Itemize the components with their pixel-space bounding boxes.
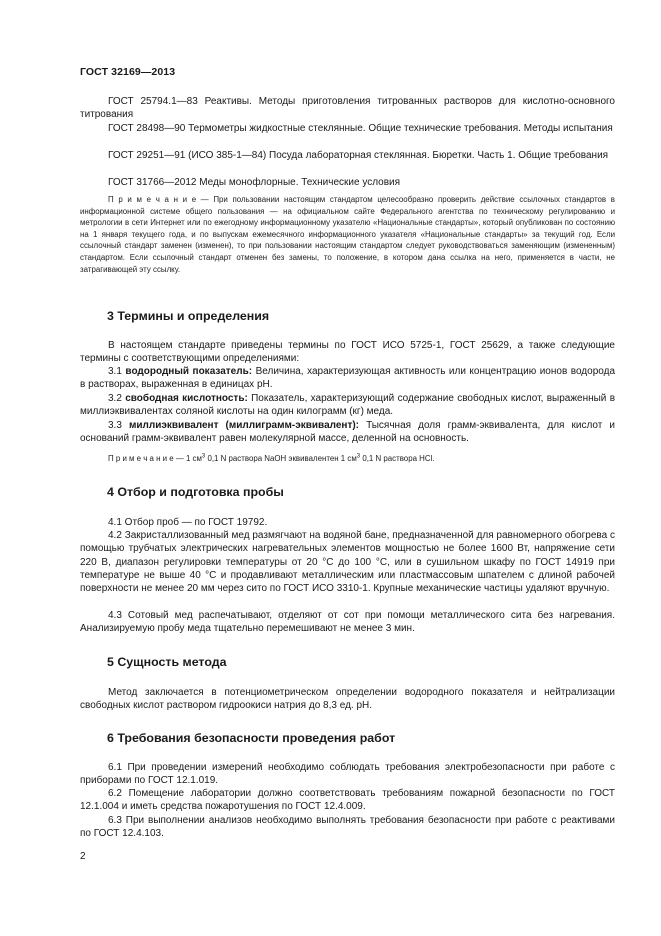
term-name: миллиэквивалент (миллиграмм-эквивалент): [128, 420, 360, 431]
section-4-heading: 4 Отбор и подготовка пробы [107, 485, 284, 499]
paragraph-6-3: 6.3 При выполнении анализов необходимо выполнять требования безопасности при работе с реактивами по ГОСТ 12.4.103. [80, 815, 615, 840]
paragraph-6-2: 6.2 Помещение лаборатории должно соответствовать требованиям пожарной безопасности по ГОСТ 12.1.004 и иметь средства пожаротушения по ГОСТ 12.4.009. [80, 788, 615, 813]
term-name: водородный показатель: [125, 366, 253, 377]
section-5-heading: 5 Сущность метода [107, 655, 227, 669]
paragraph-5: Метод заключается в потенциометрическом определении водородного показателя и нейтрализации свободных кислот раствором гидроокиси натрия до 8,3 ед. pH. [80, 687, 615, 712]
reference-item: ГОСТ 28498—90 Термометры жидкостные стеклянные. Общие технические требования. Методы испытания [108, 123, 613, 134]
note-terms: П р и м е ч а н и е — 1 $см^3$ 0,1 N раствора NaOH эквивалентен 1 $см^3$ 0,1 N раствора HCl. [108, 453, 435, 463]
section-3-heading: 3 Термины и определения [107, 309, 270, 323]
term-name: свободная кислотность: [125, 393, 248, 404]
note-references [80, 194, 615, 275]
reference-item: ГОСТ 31766—2012 Меды монофлорные. Технические условия [108, 177, 401, 188]
paragraph-6-1: 6.1 При проведении измерений необходимо соблюдать требования электробезопасности при работе с приборами по ГОСТ 12.1.019. [80, 762, 615, 787]
term-definition: Тысячная доля грамм-эквивалента, для кислот и оснований грамм-эквивалент равен молекулярной массе, деленной на основность. [80, 420, 615, 445]
term-3-1: 3.1 водородный показатель: Величина, характеризующая активность или концентрацию ионов водорода в растворах, выраженная в единицах pH. [80, 366, 616, 391]
section-3-intro: В настоящем стандарте приведены термины по ГОСТ ИСО 5725-1, ГОСТ 25629, а также следующие термины с соответствующими определениями: [80, 340, 615, 365]
term-3-3: 3.3 миллиэквивалент (миллиграмм-эквивалент): Тысячная доля грамм-эквивалента, для кислот и оснований грамм-эквивалент равен молекулярной массе, деленной на основность. [80, 420, 615, 445]
paragraph-4-3: 4.3 Сотовый мед распечатывают, отделяют от сот при помощи металлического сита без нагревания. Анализируемую пробу меда тщательно перемешивают не менее 3 мин. [80, 610, 615, 635]
reference-item: ГОСТ 25794.1—83 Реактивы. Методы приготовления титрованных растворов для кислотно-основного титрования [80, 96, 615, 121]
paragraph-4-1: 4.1 Отбор проб — по ГОСТ 19792. [108, 517, 268, 528]
term-definition: Показатель, характеризующий содержание свободных кислот, выраженный в миллиэквивалентах соляной кислоты на один килограмм (кг) меда. [80, 393, 616, 418]
page-number: 2 [80, 851, 86, 862]
section-6-heading: 6 Требования безопасности проведения работ [107, 731, 396, 745]
paragraph-4-2: 4.2 Закристаллизованный мед размягчают на водяной бане, предназначенной для равномерного обогрева с помощью трубчатых электрических нагревательных элементов мощностью не более 1600 Вт, напряжение сети 220 В, диапазон регулировки температуры от 20 °С до 100 °С, или в сушильном шкафу по ГОСТ 14919 при температуре не выше 40 °С и продавливают металлическим или пластмассовым шпателем с длиной рабочей поверхности не менее 20 мм через сито по ГОСТ ИСО 3310-1. Крупные механические частицы удаляют вручную. [80, 530, 615, 595]
note-label: П р и м е ч а н и е — [108, 454, 184, 463]
term-3-2: 3.2 свободная кислотность: Показатель, характеризующий содержание свободных кислот, выраженный в миллиэквивалентах соляной кислоты на один килограмм (кг) меда. [80, 393, 616, 418]
document-header: ГОСТ 32169—2013 [80, 66, 176, 78]
term-definition: Величина, характеризующая активность или концентрацию ионов водорода в растворах, выраженная в единицах pH. [80, 366, 616, 391]
note-text: При пользовании настоящим стандартом целесообразно проверить действие ссылочных стандартов в информационной системе общего пользования — на официальном сайте Федерального агентства по техническому регулированию и метрологии в сети Интернет или по ежегодному информационному указателю «Национальные стандарты», который опубликован по состоянию на 1 января текущего года, и по выпускам ежемесячного информационного указателя «Национальные стандарты» за текущий год. Если ссылочный стандарт заменен (изменен), то при пользовании настоящим стандартом следует руководствоваться заменяющим (измененным) стандартом. Если ссылочный стандарт отменен без замены, то положение, в котором дана ссылка на него, применяется в части, не затрагивающей эту ссылку. [80, 195, 615, 274]
note-label: П р и м е ч а н и е — [108, 195, 209, 204]
reference-item: ГОСТ 29251—91 (ИСО 385-1—84) Посуда лабораторная стеклянная. Бюретки. Часть 1. Общие требования [108, 150, 609, 161]
